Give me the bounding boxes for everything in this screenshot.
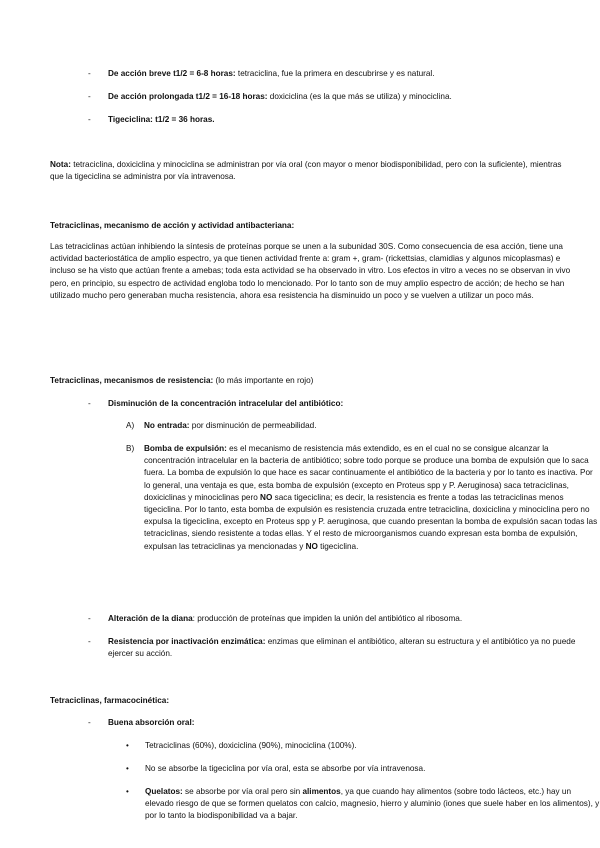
list-dash: -: [88, 399, 91, 408]
bullet-icon: •: [126, 741, 129, 750]
bullet-bold: alimentos: [302, 787, 341, 796]
note-paragraph: [50, 159, 570, 183]
list-dash: -: [88, 92, 91, 101]
bullet-item: [126, 740, 576, 752]
emphasis-no: NO: [305, 541, 318, 551]
bullet-text: , ya que cuando hay alimentos (sobre todo lácteos, etc.) hay un elevado riesgo de que se formen quelatos con calcio, magnesio, hierro y aluminio (iones que suele haber en los alimentos), y por lo tanto la biodisponibilidad va a bajar.: [145, 787, 600, 821]
list-item-bold: Tigeciclina: t1/2 = 36 horas.: [108, 115, 215, 124]
pharmaco-heading: Tetraciclinas, farmacocinética:: [50, 696, 170, 705]
resistance-heading: Tetraciclinas, mecanismos de resistencia:: [50, 376, 214, 385]
mechanism-text: Las tetraciclinas actúan inhibiendo la síntesis de proteínas porque se unen a la subunidad 30S. Como consecuencia de esa acción, tiene una actividad bacteriostática de amplio espectro, ya que tienen actividad frente a: gram +, gram- (rickettsias, clamidias y algunos micoplasmas) e incluso se ha visto que actúan frente a amebas; toda esta actividad se ha observado in vitro. Los efectos in vitro a veces no se observan in vivo pero, en principio, su espectro de actividad engloba todo lo mencionado. Por lo tanto son de muy amplio espectro de acción; de hecho se han utilizado mucho pero generaban mucha resistencia, ahora esa resistencia ha disminuido un poco y se vuelven a utilizar un poco más.: [50, 242, 571, 300]
section-heading: [50, 220, 570, 232]
list-dash: -: [88, 69, 91, 78]
sub-item-text: por disminución de permeabilidad.: [189, 421, 317, 430]
bullet-text: No se absorbe la tigeciclina por vía oral, esta se absorbe por vía intravenosa.: [145, 764, 426, 773]
list-item: [88, 91, 558, 103]
list-item-bold: Resistencia por inactivación enzimática:: [108, 637, 266, 646]
list-dash: -: [88, 115, 91, 124]
sub-item-bold: Bomba de expulsión:: [144, 444, 227, 453]
sub-item-marker: A): [126, 421, 135, 430]
resistance-heading-note: (lo más importante en rojo): [213, 376, 314, 385]
list-item: [88, 717, 568, 729]
list-item-bold: De acción breve t1/2 = 6-8 horas:: [108, 69, 236, 78]
list-item-bold: Buena absorción oral:: [108, 718, 195, 727]
list-item: [88, 68, 558, 80]
emphasis-no: NO: [260, 492, 273, 502]
list-item-bold: De acción prolongada t1/2 = 16-18 horas:: [108, 92, 268, 101]
mechanism-heading: Tetraciclinas, mecanismo de acción y actividad antibacteriana:: [50, 221, 295, 230]
list-item: [88, 114, 558, 126]
list-item: [88, 613, 578, 625]
sub-item-bold: No entrada:: [144, 421, 190, 430]
bullet-item: [126, 763, 576, 775]
sub-item-text: saca tigeciclina; es decir, la resistencia es frente a todas las tetraciclinas menos tigeciclina. Por lo tanto, esta bomba de expulsión es resistencia cruzada entre tetraciclina, doxiciclina y minociclina pero no expulsa la tigeciclina, excepto en Proteus spp y P. aeruginosa, que cuando presentan la bomba de expulsión sacan todas las tetraciclinas, siendo resistente a todas ellas. Y el resto de microorganismos cuando expresan esta bomba de expulsión, expulsan las tetraciclinas ya mencionadas y: [144, 492, 598, 551]
list-item-text: doxiciclina (es la que más se utiliza) y minociclina.: [267, 92, 452, 101]
section-heading: [50, 695, 570, 707]
bullet-icon: •: [126, 764, 129, 773]
list-dash: -: [88, 718, 91, 727]
bullet-icon: •: [126, 787, 129, 796]
list-item: [88, 398, 568, 410]
note-text: tetraciclina, doxiciclina y minociclina se administran por vía oral (con mayor o menor biodisponibilidad, pero con la suficiente), mientras que la tigeciclina se administra por vía intravenosa.: [50, 160, 562, 182]
mechanism-paragraph: [50, 241, 574, 302]
sub-item-b: [126, 443, 600, 553]
section-heading: [50, 375, 570, 387]
sub-item-a: [126, 420, 576, 432]
list-dash: -: [88, 637, 91, 646]
bullet-text: Tetraciclinas (60%), doxiciclina (90%), minociclina (100%).: [145, 741, 357, 750]
list-item: [88, 636, 578, 660]
note-label: Nota:: [50, 160, 71, 169]
list-item-text: : producción de proteínas que impiden la unión del antibiótico al ribosoma.: [192, 614, 463, 623]
list-item-bold: Alteración de la diana: [108, 614, 193, 623]
sub-item-text: tigeciclina.: [317, 541, 359, 551]
list-item-bold: Disminución de la concentración intracelular del antibiótico:: [108, 399, 344, 408]
bullet-item: [126, 786, 600, 823]
bullet-text: se absorbe por vía oral pero sin: [182, 787, 303, 796]
sub-item-marker: B): [126, 444, 135, 453]
list-item-text: enzimas que eliminan el antibiótico, alteran su estructura y el antibiótico ya no puede ejercer su acción.: [108, 637, 576, 659]
sub-item-text: es el mecanismo de resistencia más extendido, es en el cual no se consigue alcanzar la concentración intracelular en la bacteria de antibiótico; sobre todo porque se produce una bomba de expulsión que lo saca fuera. La bomba de expulsión lo que hace es sacar continuamente el antibiótico de la bacteria y por lo tanto es inactiva. Por lo general, una ventaja es que, esta bomba de expulsión (excepto en Proteus spp y P. Aeruginosa) saca tetraciclinas, doxiciclinas y minociclinas pero: [144, 444, 593, 502]
bullet-bold: Quelatos:: [145, 787, 183, 796]
list-item-text: tetraciclina, fue la primera en descubrirse y es natural.: [235, 69, 435, 78]
list-dash: -: [88, 614, 91, 623]
